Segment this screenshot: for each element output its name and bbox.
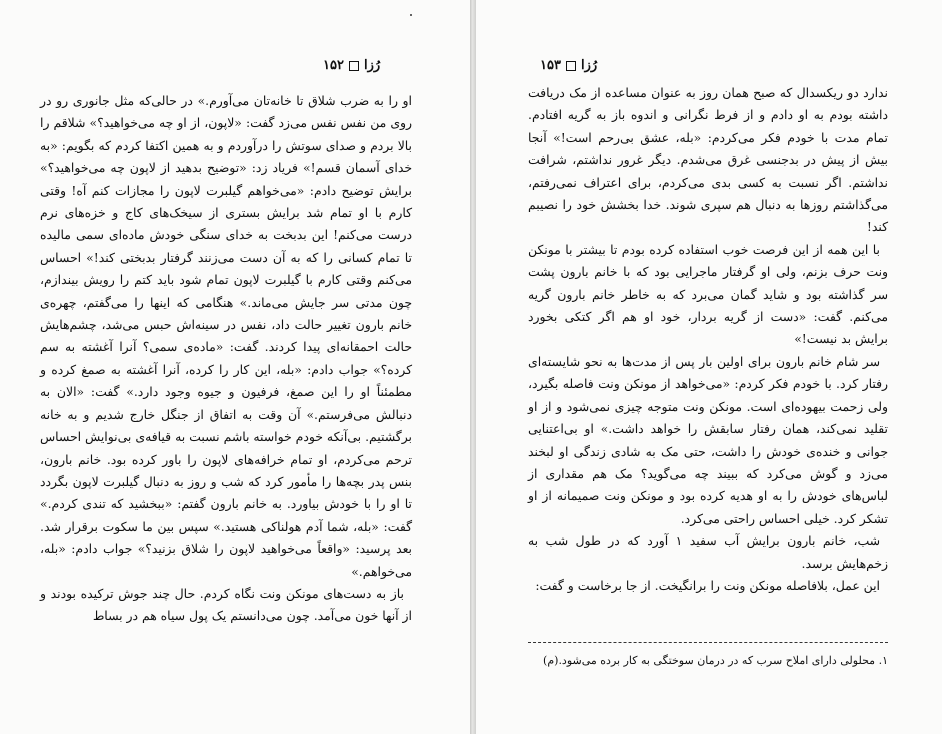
paragraph: ندارد دو ریکسدال که صبح همان روز به عنوان مساعده از مک دریافت داشته بودم به او دادم و از فرط نگرانی و اندوه باز به گریه افتادم. تمام مدت با خودم فکر می‌کردم: «بله، عشق بی‌رحم است!» آنجا بیش از پیش در بدجنسی غرق می‌شدم. دیگر غرور نداشتم، شرافت نداشتم. اگر نسبت به کسی بدی می‌کردم، برای اعتراف نمی‌رفتم، می‌گذاشتم روزها به دنبال هم سپری شوند. خدا بخشش خود را نصیبم کند! bbox=[528, 85, 888, 235]
header-separator-box bbox=[566, 61, 576, 71]
footnote: ۱. محلولی دارای املاح سرب که در درمان سوختگی به کار برده می‌شود.(م) bbox=[543, 654, 888, 667]
page-body bbox=[528, 82, 888, 597]
running-title: رُزا bbox=[363, 58, 381, 73]
paragraph: سر شام خانم بارون برای اولین بار پس از مدت‌ها به نحو شایسته‌ای رفتار کرد. با خودم فکر کردم: «می‌خواهد از مونکن ونت فاصله بگیرد، ولی زحمت بیهوده‌ای است. مونکن ونت متوجه چیزی نمی‌شود و از او تقلید نمی‌کند، همان رفتار سابقش را خواهد داشت.» او بی‌اعتنایی جوانی و خنده‌ی خودش را داشت، حتی مک به شادی زندگی او لبخند می‌زد و گوش می‌کرد که ببیند چه می‌گوید؟ مک هم مقداری از لباس‌های خودش را به او هدیه کرده بود و مونکن ونت صمیمانه از او تشکر کرد. خیلی احساس راحتی می‌کرد. bbox=[528, 353, 888, 526]
paragraph: با این همه از این فرصت خوب استفاده کرده بودم تا بیشتر با مونکن ونت حرف بزنم، ولی او گرفتار ماجرایی بود که با خانم بارون پشت سر گذاشته بود و شاید گمان می‌برد که به خاطر خانم بارون گریه می‌کنم. گفت: «دست از گریه بردار، خود او هم اگر کتکی بخورد برایش بد نیست!» bbox=[528, 241, 888, 347]
paragraph: باز به دست‌های مونکن ونت نگاه کردم. حال چند جوش ترکیده بودند و از آنها خون می‌آمد. چون می‌دانستم یک پول سیاه هم در بساط bbox=[40, 585, 412, 624]
page-body bbox=[40, 90, 412, 628]
page-number: ۱۵۳ bbox=[540, 58, 561, 73]
paragraph: او را به ضرب شلاق تا خانه‌تان می‌آورم.» در حالی‌که مثل جانوری رو در روی من نفس نفس می‌زد گفت: «لاپون، از او چه می‌خواهید؟» شلاقم را بالا بردم و صدای سوتش را درآوردم و به همین اکتفا کردم که بگویم: «به خدای آسمان قسم!» فریاد زد: «توضیح بدهید از لاپون چه می‌خواهید؟» برایش توضیح دادم: «می‌خواهم گیلبرت لاپون را مجازات کنم آه! وقتی کارم با او تمام شد برایش بستری از سیخک‌های کاج و خزه‌های نرم درست می‌کنم! این بدبخت به خدای سنگی خودش ماده‌ای سمی مالیده تا تمام کسانی را که به آن دست می‌زنند گرفتار بدبختی کند!» احساس می‌کنم وقتی کارم با گیلبرت لاپون تمام شود باید کتم را رویش بیندازم، چون مدتی سر جایش می‌ماند.» هنگامی که اینها را می‌گفتم، چهره‌ی خانم بارون تغییر حالت داد، نفس در سینه‌اش حبس می‌شد، چشم‌هایش حالت احمقانه‌ای پیدا کردند. گفت: «ماده‌ی سمی؟ آنرا آغشته به سم کرده؟» جواب دادم: «بله، این کار را کرده، آنرا آغشته به صمغ کرده و مطمئناً او را این صمغ، فرفیون و جیوه وجود دارد.» گفت: «الان به دنبالش می‌فرستم.» آن وقت به اتفاق از جنگل خارج شدیم و به خانه برگشتیم. بی‌آنکه خودم خواسته باشم نسبت به قیافه‌ی بی‌نوایش احساس ترحم می‌کردم، او تمام خرافه‌های لاپون را باور کرده بود. خانم بارون، بنس پدر بچه‌ها را مأمور کرد که شب و روز به دنبال گیلبرت لاپون بگردد تا او را با خودش بیاورد. به خانم بارون گفتم: «ببخشید که تندی کردم.» گفت: «بله، شما آدم هولناکی هستید.» سپس بین ما سکوت برقرار شد. بعد پرسید: «واقعاً می‌خواهید لاپون را شلاق بزنید؟» جواب دادم: «بله، می‌خواهم.» bbox=[40, 93, 413, 579]
left-page bbox=[0, 0, 470, 734]
print-speck bbox=[410, 14, 412, 16]
right-page bbox=[476, 0, 942, 734]
paragraph: این عمل، بلافاصله مونکن ونت را برانگیخت. از جا برخاست و گفت: bbox=[535, 577, 880, 593]
running-title: رُزا bbox=[580, 58, 598, 73]
header-separator-box bbox=[349, 61, 359, 71]
running-header bbox=[323, 58, 380, 73]
page-number: ۱۵۲ bbox=[323, 58, 344, 73]
footnote-divider bbox=[528, 642, 888, 643]
running-header bbox=[540, 58, 597, 73]
paragraph: شب، خانم بارون برایش آب سفید ۱ آورد که در طول شب به زخم‌هایش برسد. bbox=[528, 533, 888, 571]
